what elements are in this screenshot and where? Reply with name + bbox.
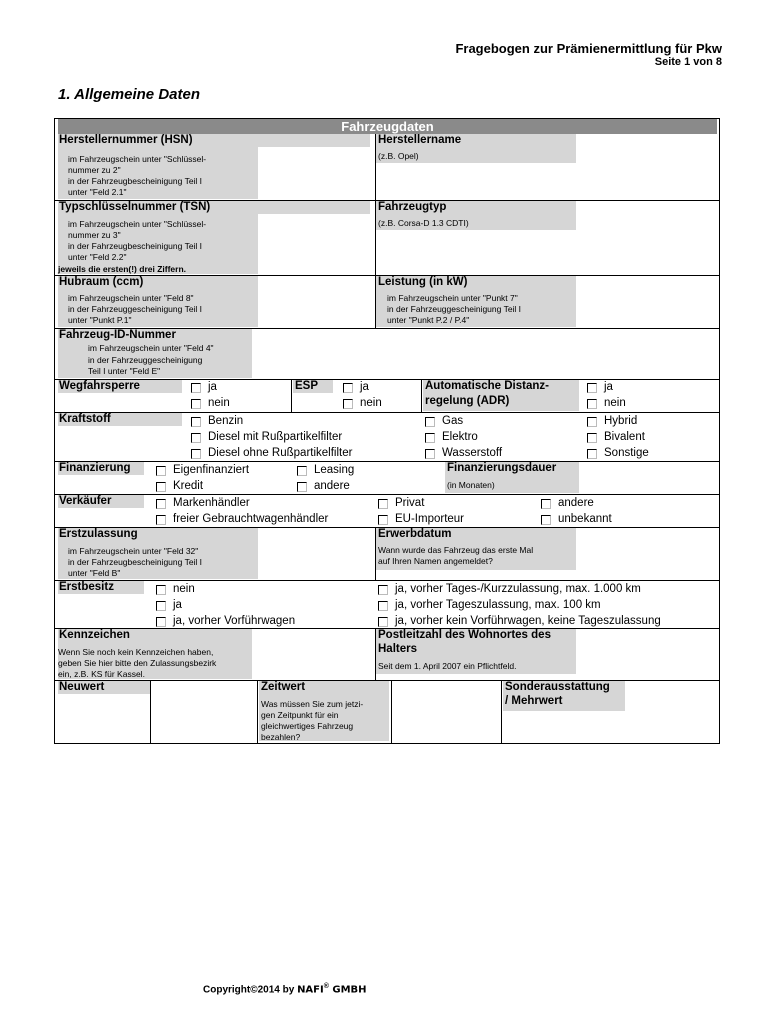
- finanzierung-label: Finanzierung: [59, 462, 131, 474]
- finanzierungsdauer-label: Finanzierungsdauer: [447, 462, 557, 474]
- page-number: Seite 1 von 8: [654, 56, 722, 68]
- adr-label: regelung (ADR): [425, 395, 510, 407]
- option-label: ja: [604, 381, 613, 393]
- finanzierung-eigen-checkbox[interactable]: [156, 466, 166, 476]
- verkaeufer-eu-checkbox[interactable]: [378, 515, 388, 525]
- option-label: ja, vorher Tages-/Kurzzulassung, max. 1.000 km: [395, 583, 641, 595]
- wegfahrsperre-label: Wegfahrsperre: [59, 380, 140, 392]
- erwerbdatum-hint: auf Ihren Namen angemeldet?: [378, 556, 493, 566]
- column-divider: [291, 380, 292, 412]
- esp-label: ESP: [295, 380, 319, 392]
- esp-ja-checkbox[interactable]: [343, 383, 353, 393]
- fahrzeugtyp-input[interactable]: [580, 204, 716, 272]
- option-label: Gas: [442, 415, 464, 427]
- fin-label: Fahrzeug-ID-Nummer: [59, 329, 176, 341]
- hsn-hint: unter "Feld 2.1": [68, 187, 127, 197]
- sonderausstattung-label: / Mehrwert: [505, 695, 563, 707]
- erstzulassung-input[interactable]: [260, 531, 372, 577]
- tsn-input[interactable]: [260, 216, 372, 272]
- adr-label: Automatische Distanz-: [425, 380, 549, 392]
- herstellername-input[interactable]: [580, 137, 716, 197]
- erwerbdatum-input[interactable]: [580, 531, 716, 577]
- option-label: Markenhändler: [173, 497, 250, 509]
- section-title: 1. Allgemeine Daten: [58, 86, 200, 103]
- tsn-hint: unter "Feld 2.2": [68, 252, 127, 262]
- wegfahrsperre-ja-checkbox[interactable]: [191, 383, 201, 393]
- zeitwert-input[interactable]: [393, 683, 499, 741]
- option-label: nein: [173, 583, 195, 595]
- sonderausstattung-label: Sonderausstattung: [505, 681, 610, 693]
- kraftstoff-diesel-ohne-checkbox[interactable]: [191, 449, 201, 459]
- hubraum-label: Hubraum (ccm): [59, 276, 144, 288]
- finanzierung-leasing-checkbox[interactable]: [297, 466, 307, 476]
- option-label: Leasing: [314, 464, 355, 476]
- plz-label: Halters: [378, 643, 417, 655]
- leistung-hint: im Fahrzeugschein unter "Punkt 7": [387, 293, 518, 303]
- neuwert-label: Neuwert: [59, 681, 105, 693]
- option-label: ja, vorher kein Vorführwagen, keine Tageszulassung: [395, 615, 661, 627]
- kraftstoff-elektro-checkbox[interactable]: [425, 433, 435, 443]
- option-label: Sonstige: [604, 447, 649, 459]
- verkaeufer-frei-checkbox[interactable]: [156, 515, 166, 525]
- column-divider: [391, 681, 392, 744]
- kraftstoff-diesel-mit-checkbox[interactable]: [191, 433, 201, 443]
- adr-ja-checkbox[interactable]: [587, 383, 597, 393]
- verkaeufer-markenhaendler-checkbox[interactable]: [156, 499, 166, 509]
- leistung-hint: in der Fahrzeuggescheinigung Teil I: [387, 304, 522, 314]
- option-label: unbekannt: [558, 513, 612, 525]
- tsn-hint: im Fahrzeugschein unter "Schlüssel-: [68, 219, 207, 229]
- verkaeufer-privat-checkbox[interactable]: [378, 499, 388, 509]
- erstzulassung-hint: unter "Feld B": [68, 568, 121, 578]
- erwerbdatum-label: Erwerbdatum: [378, 528, 452, 540]
- tsn-note: jeweils die ersten(!) drei Ziffern.: [58, 264, 187, 274]
- kraftstoff-benzin-checkbox[interactable]: [191, 417, 201, 427]
- verkaeufer-label: Verkäufer: [59, 495, 112, 507]
- column-divider: [257, 681, 258, 744]
- fin-hint: in der Fahrzeuggescheinigung: [88, 355, 203, 365]
- plz-input[interactable]: [580, 632, 716, 678]
- kennzeichen-hint: geben Sie hier bitte den Zulassungsbezirk: [58, 658, 217, 668]
- herstellername-label: Herstellername: [378, 134, 462, 146]
- zeitwert-hint: Was müssen Sie zum jetzi-: [261, 699, 364, 709]
- document-title: Fragebogen zur Prämienermittlung für Pkw: [455, 41, 722, 56]
- option-label: Diesel mit Rußpartikelfilter: [208, 431, 343, 443]
- option-label: Eigenfinanziert: [173, 464, 250, 476]
- option-label: ja: [208, 381, 217, 393]
- erstbesitz-nein-checkbox[interactable]: [156, 585, 166, 595]
- zeitwert-label: Zeitwert: [261, 681, 306, 693]
- option-label: nein: [208, 397, 230, 409]
- option-label: Kredit: [173, 480, 204, 492]
- option-label: Privat: [395, 497, 425, 509]
- hsn-hint: im Fahrzeugschein unter "Schlüssel-: [68, 154, 207, 164]
- erstbesitz-kein-vorfuehrwagen-checkbox[interactable]: [378, 617, 388, 627]
- section-band-fahrzeugdaten: Fahrzeugdaten: [58, 119, 717, 134]
- zeitwert-hint: gleichwertiges Fahrzeug: [261, 721, 354, 731]
- erstbesitz-ja-checkbox[interactable]: [156, 601, 166, 611]
- neuwert-input[interactable]: [152, 683, 255, 741]
- finanzierungsdauer-hint: (in Monaten): [447, 480, 495, 490]
- leistung-input[interactable]: [580, 279, 716, 325]
- kraftstoff-gas-checkbox[interactable]: [425, 417, 435, 427]
- hsn-input[interactable]: [260, 150, 372, 198]
- option-label: Wasserstoff: [442, 447, 503, 459]
- option-label: Diesel ohne Rußpartikelfilter: [208, 447, 353, 459]
- hsn-label: Herstellernummer (HSN): [59, 134, 193, 146]
- hubraum-hint: unter "Punkt P.1": [68, 315, 132, 325]
- sonderausstattung-input[interactable]: [628, 683, 716, 741]
- option-label: andere: [558, 497, 594, 509]
- erstbesitz-label: Erstbesitz: [59, 581, 114, 593]
- fahrzeugtyp-hint: (z.B. Corsa-D 1.3 CDTI): [378, 218, 469, 228]
- row-divider: [54, 580, 720, 581]
- kraftstoff-sonstige-checkbox[interactable]: [587, 449, 597, 459]
- finanzierung-kredit-checkbox[interactable]: [156, 482, 166, 492]
- leistung-hint: unter "Punkt P.2 / P.4": [387, 315, 470, 325]
- leistung-label: Leistung (in kW): [378, 276, 468, 288]
- kraftstoff-label: Kraftstoff: [59, 413, 111, 425]
- erstbesitz-tageszulassung-1000-checkbox[interactable]: [378, 585, 388, 595]
- zeitwert-hint: bezahlen?: [261, 732, 301, 742]
- kennzeichen-hint: Wenn Sie noch kein Kennzeichen haben,: [58, 647, 214, 657]
- erstzulassung-hint: in der Fahrzeugbescheinigung Teil I: [68, 557, 203, 567]
- esp-nein-checkbox[interactable]: [343, 399, 353, 409]
- row-divider: [54, 494, 720, 495]
- tsn-hint: nummer zu 3": [68, 230, 121, 240]
- option-label: Bivalent: [604, 431, 645, 443]
- option-label: Elektro: [442, 431, 478, 443]
- hubraum-hint: in der Fahrzeuggescheinigung Teil I: [68, 304, 203, 314]
- kennzeichen-label: Kennzeichen: [59, 629, 130, 641]
- kennzeichen-hint: ein, z.B. KS für Kassel.: [58, 669, 145, 679]
- option-label: freier Gebrauchtwagenhändler: [173, 513, 329, 525]
- erstzulassung-label: Erstzulassung: [59, 528, 138, 540]
- option-label: nein: [360, 397, 382, 409]
- tsn-hint: in der Fahrzeugbescheinigung Teil I: [68, 241, 203, 251]
- erstbesitz-tageszulassung-100-checkbox[interactable]: [378, 601, 388, 611]
- kraftstoff-wasserstoff-checkbox[interactable]: [425, 449, 435, 459]
- kraftstoff-hybrid-checkbox[interactable]: [587, 417, 597, 427]
- option-label: Hybrid: [604, 415, 638, 427]
- verkaeufer-andere-checkbox[interactable]: [541, 499, 551, 509]
- option-label: Benzin: [208, 415, 244, 427]
- kennzeichen-input[interactable]: [256, 632, 372, 678]
- adr-nein-checkbox[interactable]: [587, 399, 597, 409]
- erstzulassung-hint: im Fahrzeugschein unter "Feld 32": [68, 546, 199, 556]
- option-label: ja, vorher Tageszulassung, max. 100 km: [395, 599, 601, 611]
- option-label: EU-Importeur: [395, 513, 465, 525]
- column-divider: [421, 380, 422, 412]
- hsn-hint: nummer zu 2": [68, 165, 121, 175]
- column-divider: [150, 681, 151, 744]
- fahrzeugtyp-label: Fahrzeugtyp: [378, 201, 447, 213]
- hubraum-hint: im Fahrzeugschein unter "Feld 8": [68, 293, 194, 303]
- erstbesitz-vorfuehrwagen-checkbox[interactable]: [156, 617, 166, 627]
- copyright-footer: Copyright©2014 by NAFI® GMBH: [203, 983, 367, 996]
- plz-hint: Seit dem 1. April 2007 ein Pflichtfeld.: [378, 661, 517, 671]
- row-divider: [54, 461, 720, 462]
- option-label: ja: [173, 599, 182, 611]
- tsn-label: Typschlüsselnummer (TSN): [59, 201, 211, 213]
- fin-hint: im Fahrzeugschein unter "Feld 4": [88, 343, 214, 353]
- zeitwert-hint: gen Zeitpunkt für ein: [261, 710, 339, 720]
- hubraum-input[interactable]: [260, 279, 372, 325]
- hsn-hint: in der Fahrzeugbescheinigung Teil I: [68, 176, 203, 186]
- fin-hint: Teil I unter "Feld E": [88, 366, 161, 376]
- verkaeufer-unbekannt-checkbox[interactable]: [541, 515, 551, 525]
- herstellername-hint: (z.B. Opel): [378, 151, 419, 161]
- column-divider: [501, 681, 502, 744]
- finanzierungsdauer-input[interactable]: [582, 464, 716, 492]
- option-label: andere: [314, 480, 350, 492]
- plz-label: Postleitzahl des Wohnortes des: [378, 629, 551, 641]
- fin-input[interactable]: [256, 332, 716, 376]
- erwerbdatum-hint: Wann wurde das Fahrzeug das erste Mal: [378, 545, 534, 555]
- finanzierung-andere-checkbox[interactable]: [297, 482, 307, 492]
- wegfahrsperre-nein-checkbox[interactable]: [191, 399, 201, 409]
- option-label: ja: [360, 381, 369, 393]
- option-label: ja, vorher Vorführwagen: [173, 615, 296, 627]
- option-label: nein: [604, 397, 626, 409]
- kraftstoff-bivalent-checkbox[interactable]: [587, 433, 597, 443]
